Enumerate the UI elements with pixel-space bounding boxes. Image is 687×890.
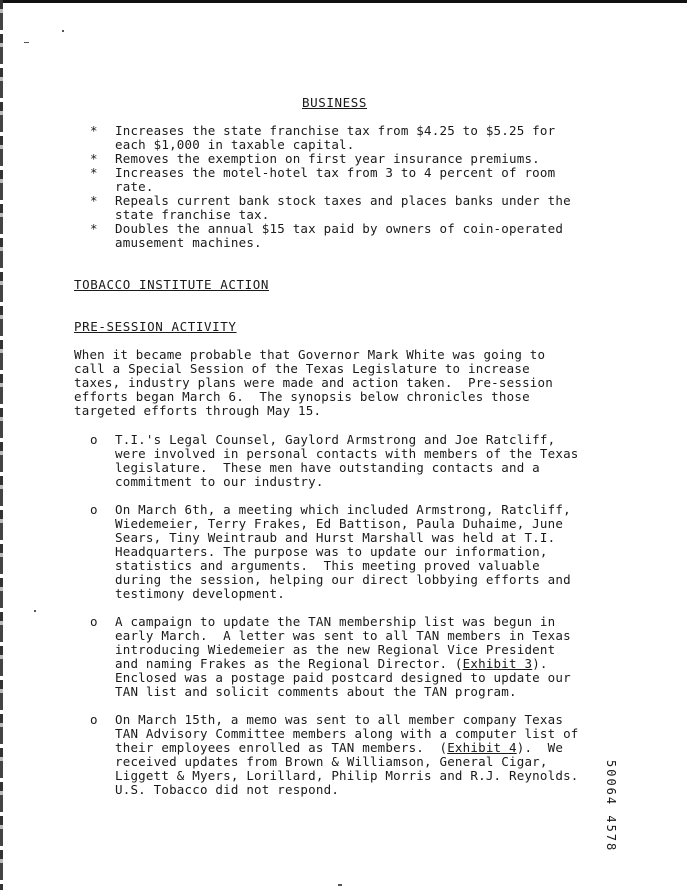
bullet-o: o (90, 614, 98, 629)
pre-session-item-line: On March 6th, a meeting which included Armstrong, Ratcliff, (115, 502, 571, 517)
bullet-asterisk: * (90, 151, 98, 166)
exhibit-reference-after: ). We (516, 740, 564, 755)
document-id-stamp: 50064 4578 (604, 760, 618, 853)
pre-session-item-line: were involved in personal contacts with members of the Texas (115, 446, 579, 461)
scan-speck (24, 42, 29, 43)
business-item-line: Increases the motel-hotel tax from 3 to 4 percent of room (115, 165, 556, 180)
business-item-line: Removes the exemption on first year insurance premiums. (115, 151, 540, 166)
intro-line: call a Special Session of the Texas Legislature to increase (74, 361, 530, 376)
intro-line: efforts began March 6. The synopsis below chronicles those (74, 389, 530, 404)
business-item-line: amusement machines. (115, 235, 262, 250)
intro-line: When it became probable that Governor Mark White was going to (74, 347, 546, 362)
bullet-asterisk: * (90, 165, 98, 180)
pre-session-item-line: TAN list and solicit comments about the TAN program. (115, 684, 517, 699)
bullet-o: o (90, 432, 98, 447)
pre-session-item-line: TAN Advisory Committee members along with a computer list of (115, 726, 579, 741)
pre-session-item-line: Liggett & Myers, Lorillard, Philip Morris and R.J. Reynolds. (115, 768, 579, 783)
pre-session-item-line: T.I.'s Legal Counsel, Gaylord Armstrong and Joe Ratcliff, (115, 432, 556, 447)
pre-session-item-line: during the session, helping our direct lobbying efforts and (115, 572, 571, 587)
business-item-line: Repeals current bank stock taxes and places banks under the (115, 193, 571, 208)
business-item-line: each $1,000 in taxable capital. (115, 137, 355, 152)
scan-top-border (0, 0, 687, 3)
pre-session-item-line: early March. A letter was sent to all TAN members in Texas (115, 628, 571, 643)
intro-line: taxes, industry plans were made and action taken. Pre-session (74, 375, 553, 390)
bullet-asterisk: * (90, 193, 98, 208)
pre-session-item-line: Wiedemeier, Terry Frakes, Ed Battison, Paula Duhaime, June (115, 516, 564, 531)
pre-session-item-line: testimony development. (115, 586, 285, 601)
pre-session-item-line: U.S. Tobacco did not respond. (115, 782, 340, 797)
pre-session-item-line: Enclosed was a postage paid postcard designed to update our (115, 670, 571, 685)
business-item-line: Doubles the annual $15 tax paid by owners of coin-operated (115, 221, 564, 236)
business-heading: BUSINESS (302, 95, 368, 110)
exhibit-reference-after: ). (532, 656, 548, 671)
business-item-line: state franchise tax. (115, 207, 270, 222)
pre-session-item-line: A campaign to update the TAN membership list was begun in (115, 614, 556, 629)
pre-session-heading: PRE-SESSION ACTIVITY (74, 319, 237, 334)
bullet-asterisk: * (90, 123, 98, 138)
pre-session-item-line: legislature. These men have outstanding contacts and a (115, 460, 540, 475)
bullet-o: o (90, 712, 98, 727)
scan-speck (34, 610, 36, 612)
scan-left-edge (0, 0, 3, 890)
business-item-line: Increases the state franchise tax from $4.25 to $5.25 for (115, 123, 556, 138)
bullet-asterisk: * (90, 221, 98, 236)
pre-session-item-line: Headquarters. The purpose was to update our information, (115, 544, 548, 559)
exhibit-reference: Exhibit 4 (447, 740, 517, 755)
pre-session-item-line: On March 15th, a memo was sent to all member company Texas (115, 712, 564, 727)
scan-speck (62, 30, 64, 32)
pre-session-item-line: and naming Frakes as the Regional Director. (Exhibit 3). (115, 656, 548, 671)
tobacco-institute-heading: TOBACCO INSTITUTE ACTION (74, 277, 270, 292)
scan-speck (338, 884, 342, 886)
pre-session-item-line: Sears, Tiny Weintraub and Hurst Marshall was held at T.I. (115, 530, 556, 545)
pre-session-item-line: statistics and arguments. This meeting proved valuable (115, 558, 540, 573)
business-item-line: rate. (115, 179, 154, 194)
pre-session-item-line: introducing Wiedemeier as the new Regional Vice President (115, 642, 556, 657)
pre-session-item-line: received updates from Brown & Williamson, General Cigar, (115, 754, 548, 769)
exhibit-reference: Exhibit 3 (462, 656, 533, 671)
bullet-o: o (90, 502, 98, 517)
intro-line: targeted efforts through May 15. (74, 403, 322, 418)
pre-session-item-line: their employees enrolled as TAN members. (Exhibit 4). We (115, 740, 564, 755)
pre-session-item-line: commitment to our industry. (115, 474, 324, 489)
